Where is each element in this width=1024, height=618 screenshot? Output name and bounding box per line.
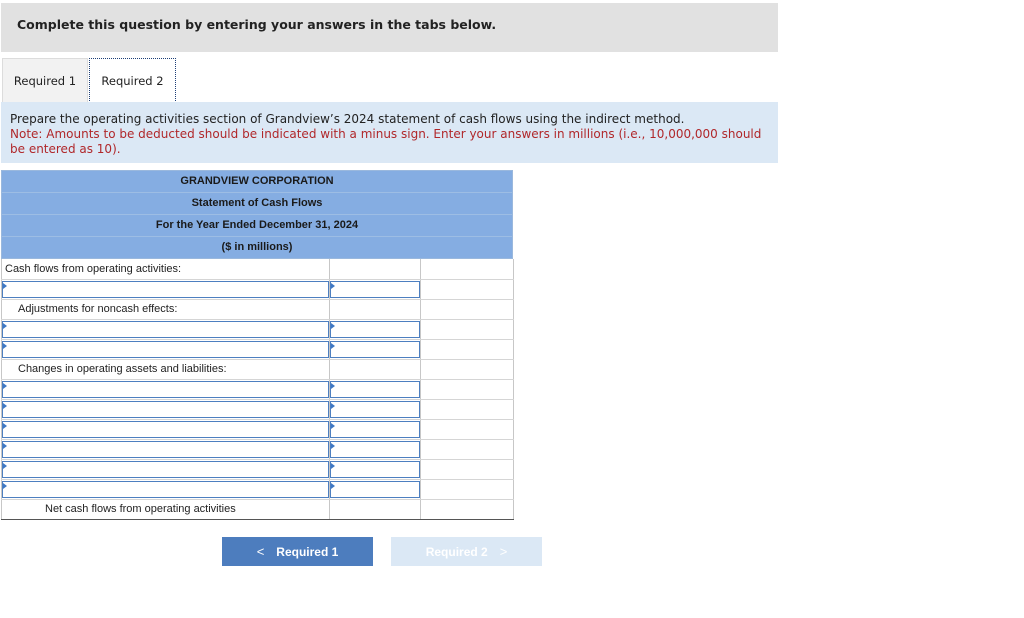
change-description-input[interactable] bbox=[2, 421, 329, 438]
input-row bbox=[2, 459, 514, 479]
operating-description-input[interactable] bbox=[2, 281, 329, 298]
input-row-label-cell bbox=[2, 279, 330, 299]
chevron-left-icon: < bbox=[256, 544, 265, 559]
question-header bbox=[1, 3, 778, 52]
input-row-amount-cell bbox=[330, 279, 421, 299]
instructions-panel bbox=[1, 102, 778, 163]
input-row bbox=[2, 439, 514, 459]
input-row-label-cell bbox=[2, 479, 330, 499]
input-row bbox=[2, 379, 514, 399]
tab-strip bbox=[1, 52, 778, 101]
adjustment-description-input[interactable] bbox=[2, 341, 329, 358]
next-required-label: Required 2 bbox=[425, 544, 488, 559]
input-row-amount-cell bbox=[330, 439, 421, 459]
operating-activities-row bbox=[2, 259, 514, 279]
statement-title-block bbox=[1, 170, 513, 259]
changes-operating-cell bbox=[2, 359, 330, 379]
statement-period: For the Year Ended December 31, 2024 bbox=[2, 215, 512, 237]
input-row-total-cell bbox=[421, 279, 514, 299]
input-row-total-cell bbox=[421, 419, 514, 439]
net-cash-operating-label: Net cash flows from operating activities bbox=[45, 503, 236, 515]
input-row-amount-cell bbox=[330, 319, 421, 339]
next-required-button[interactable] bbox=[391, 537, 542, 566]
tab-required-1[interactable] bbox=[2, 58, 88, 103]
change-description-input[interactable] bbox=[2, 481, 329, 498]
statement-title: Statement of Cash Flows bbox=[2, 193, 512, 215]
prev-required-button[interactable] bbox=[222, 537, 373, 566]
change-amount-input[interactable] bbox=[330, 401, 420, 418]
adjustment-amount-input[interactable] bbox=[330, 341, 420, 358]
input-row-total-cell bbox=[421, 459, 514, 479]
input-row-amount-cell bbox=[330, 399, 421, 419]
adjustment-amount-input[interactable] bbox=[330, 321, 420, 338]
input-row-amount-cell bbox=[330, 339, 421, 359]
change-description-input[interactable] bbox=[2, 401, 329, 418]
input-row-total-cell bbox=[421, 399, 514, 419]
prev-required-label: Required 1 bbox=[276, 544, 339, 559]
input-row-label-cell bbox=[2, 379, 330, 399]
input-row bbox=[2, 279, 514, 299]
net-cash-operating-amount-cell bbox=[330, 499, 421, 519]
header-instruction: Complete this question by entering your answers in the tabs below. bbox=[17, 17, 497, 32]
operating-activities-label: Cash flows from operating activities: bbox=[5, 262, 182, 275]
change-amount-input[interactable] bbox=[330, 441, 420, 458]
input-row bbox=[2, 479, 514, 499]
input-row-label-cell bbox=[2, 339, 330, 359]
input-row-label-cell bbox=[2, 319, 330, 339]
input-row-total-cell bbox=[421, 479, 514, 499]
change-description-input[interactable] bbox=[2, 441, 329, 458]
adjustments-noncash-label: Adjustments for noncash effects: bbox=[18, 303, 178, 315]
input-row-amount-cell bbox=[330, 419, 421, 439]
change-description-input[interactable] bbox=[2, 381, 329, 398]
change-amount-input[interactable] bbox=[330, 381, 420, 398]
statement-grid bbox=[1, 259, 514, 520]
cash-flow-statement bbox=[1, 170, 513, 520]
input-row-label-cell bbox=[2, 459, 330, 479]
input-row bbox=[2, 339, 514, 359]
input-row-amount-cell bbox=[330, 459, 421, 479]
adjustments-noncash-amount-cell bbox=[330, 299, 421, 319]
net-cash-operating-cell bbox=[2, 499, 330, 519]
changes-operating-total-cell bbox=[421, 359, 514, 379]
change-amount-input[interactable] bbox=[330, 421, 420, 438]
input-row-total-cell bbox=[421, 379, 514, 399]
tab-required-2[interactable] bbox=[89, 58, 176, 103]
net-cash-operating-row bbox=[2, 499, 514, 519]
adjustments-noncash-cell bbox=[2, 299, 330, 319]
input-row-total-cell bbox=[421, 319, 514, 339]
input-row-label-cell bbox=[2, 419, 330, 439]
operating-amount-input[interactable] bbox=[330, 281, 420, 298]
tab-required-2-label: Required 2 bbox=[101, 73, 164, 88]
net-cash-operating-total-cell bbox=[421, 499, 514, 519]
statement-units: ($ in millions) bbox=[221, 241, 293, 253]
input-row bbox=[2, 319, 514, 339]
adjustments-noncash-total-cell bbox=[421, 299, 514, 319]
input-row bbox=[2, 399, 514, 419]
chevron-right-icon: > bbox=[499, 544, 508, 559]
input-row-label-cell bbox=[2, 439, 330, 459]
changes-operating-label: Changes in operating assets and liabilities: bbox=[18, 363, 227, 375]
operating-activities-amount-cell bbox=[330, 259, 421, 279]
adjustment-description-input[interactable] bbox=[2, 321, 329, 338]
change-description-input[interactable] bbox=[2, 461, 329, 478]
change-amount-input[interactable] bbox=[330, 481, 420, 498]
change-amount-input[interactable] bbox=[330, 461, 420, 478]
instructions-note: Note: Amounts to be deducted should be indicated with a minus sign. Enter your answers in millions (i.e., 10,000,000 should be entered as 10). bbox=[10, 127, 762, 156]
instructions-prompt: Prepare the operating activities section of Grandview’s 2024 statement of cash flows using the indirect method. bbox=[10, 112, 685, 126]
tab-required-1-label: Required 1 bbox=[13, 74, 77, 88]
input-row-amount-cell bbox=[330, 379, 421, 399]
operating-activities-cell bbox=[2, 259, 330, 279]
operating-activities-total-cell bbox=[421, 259, 514, 279]
input-row-label-cell bbox=[2, 399, 330, 419]
changes-operating-row bbox=[2, 359, 514, 379]
company-name: GRANDVIEW CORPORATION bbox=[2, 171, 512, 193]
input-row-total-cell bbox=[421, 439, 514, 459]
changes-operating-amount-cell bbox=[330, 359, 421, 379]
adjustments-noncash-row bbox=[2, 299, 514, 319]
input-row-amount-cell bbox=[330, 479, 421, 499]
input-row bbox=[2, 419, 514, 439]
input-row-total-cell bbox=[421, 339, 514, 359]
